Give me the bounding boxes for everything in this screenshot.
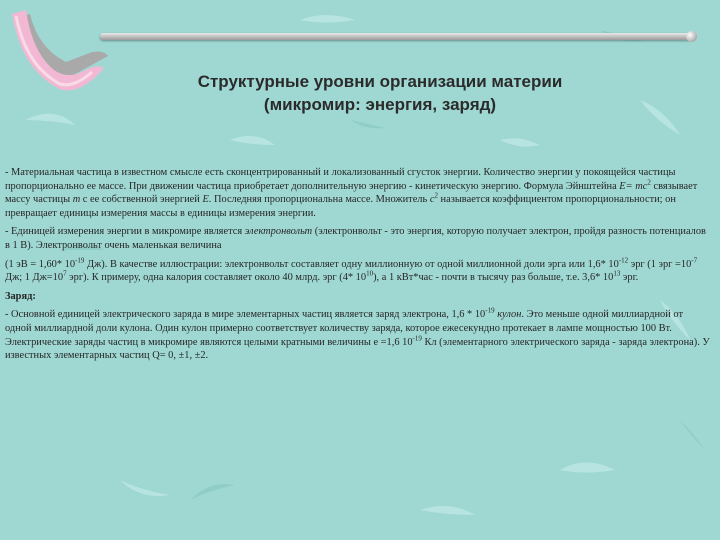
text-run: - Единицей измерения энергии в микромире является [5,226,245,238]
text-run: эрг. [620,272,639,284]
superscript: -7 [691,256,698,265]
text-run: ), а 1 кВт*час - почти в тысячу раз больше, т.е. 3,6* 10 [373,272,614,284]
text-run: эрг (1 эрг =10 [628,258,692,270]
text-run: Дж). В качестве иллюстрации: электронвольт составляет одну миллионную от одной миллионной доли эрга или 1,6* 10 [84,258,619,270]
text-run: эрг). К примеру, одна калория составляет около 40 млрд. эрг (4* 10 [66,272,367,284]
paragraph-ev-conversion [5,258,711,285]
section-heading-charge: Заряд: [5,290,36,302]
superscript: 7 [63,269,67,278]
symbol-c: c [429,194,435,206]
text-run: Кл (элементарного электрического заряда - заряда электрона). У известных элементарных частиц Q= 0, ±1, ±2. [5,336,710,362]
text-run: (электронвольт - это энергия, которую получает электрон, пройдя разность потенциалов в 1 В). Электронвольт очень маленькая величина [5,226,706,251]
superscript: -19 [485,306,495,315]
superscript: 10 [366,269,374,278]
superscript: -12 [618,256,629,265]
title-line-1: Структурные уровни организации материи [197,72,563,91]
paragraph-energy-unit [5,225,711,252]
title-divider-bar [100,33,692,40]
text-run: (1 эВ = 1,60* 10 [5,258,76,270]
formula-emc2: E= mc [619,180,648,192]
superscript: 2 [647,178,651,187]
superscript: 13 [613,269,621,278]
superscript: -19 [75,256,85,265]
boomerang-logo-icon [8,8,118,118]
text-run: . Последняя пропорциональна массе. Множитель [208,194,430,206]
paragraph-energy-mass [5,166,711,220]
symbol-e: E [202,194,209,206]
superscript: 2 [434,191,438,200]
text-run: связывает массу частицы [5,180,698,206]
title-line-2: (микромир: энергия, заряд) [263,95,497,114]
slide-body [5,166,711,368]
superscript: -19 [412,334,422,343]
text-run: . Это меньше одной миллиардной от одной миллиардной доли кулона. Один кулон примерно соответствует количеству заряда, которое ежесекундно протекает в лампе мощностью 100 Вт. Электрические заряды частиц в микромире являются целыми кратными величины е =1,6 10 [5,309,683,348]
text-run: Дж; 1 Дж=10 [5,272,64,284]
slide-title [120,70,640,116]
paragraph-charge [5,308,711,362]
symbol-m: m [72,194,81,206]
text-run: с ее собственной энергией [80,194,203,206]
text-run: - Основной единицей электрического заряда в мире элементарных частиц является заряд электрона, 1,6 * 10 [5,309,486,321]
term-coulomb: кулон [494,309,522,321]
term-electronvolt: электронвольт [244,226,313,238]
text-run: - Материальная частица в известном смысле есть сконцентрированный и локализованный сгусток энергии. Количество энергии у покоящейся частицы пропорционально ее массе. При движении частица приобретает дополнительную энергию - кинетическую энергию. Формула Эйнштейна [5,167,676,192]
divider-end-knob [686,31,697,42]
text-run: называется коэффициентом пропорциональности; он превращает единицы измерения массы в единицы измерения энергии. [5,194,676,219]
